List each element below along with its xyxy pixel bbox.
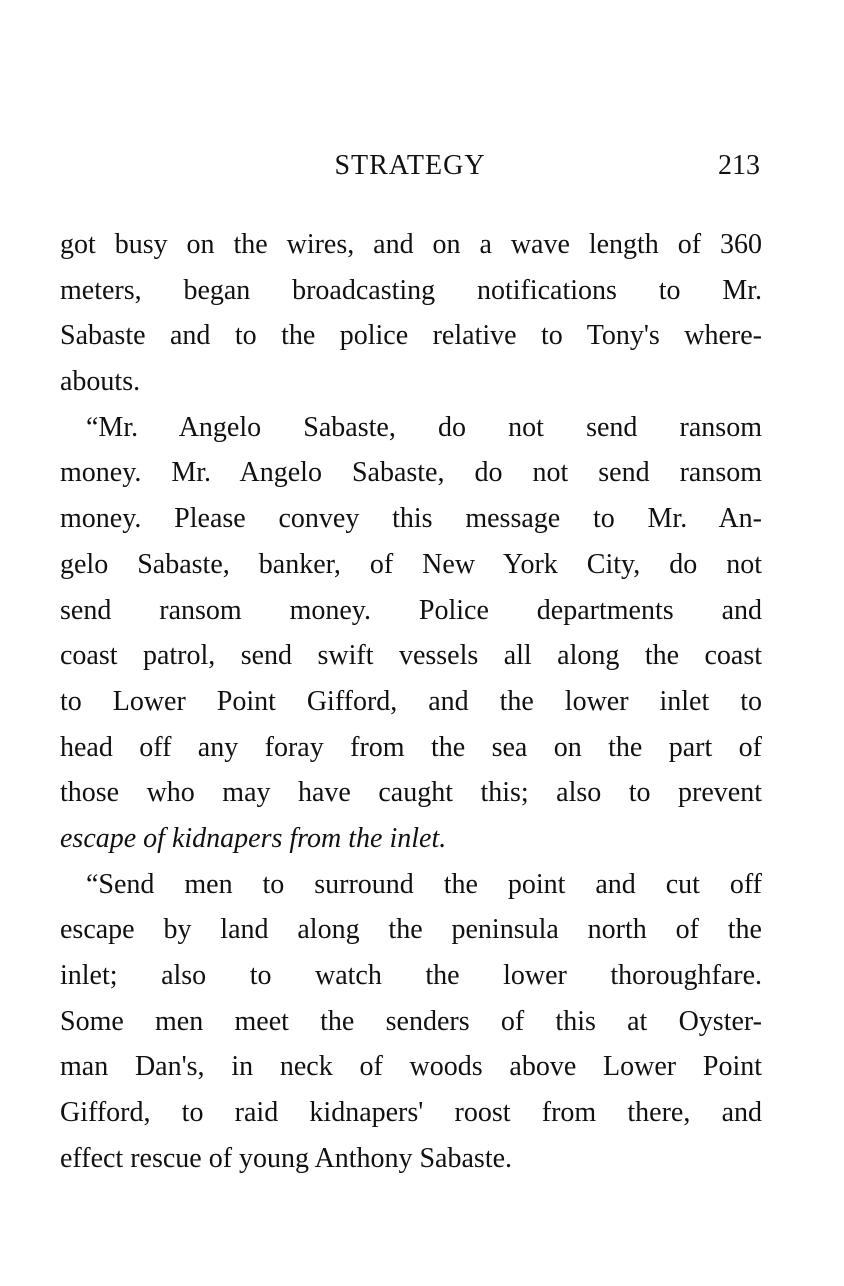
text-line: man Dan's, in neck of woods above Lower Point — [60, 1051, 762, 1083]
running-title: STRATEGY — [334, 150, 486, 181]
text-line: Gifford, to raid kidnapers' roost from there, and — [60, 1097, 762, 1129]
text-line: abouts. — [60, 366, 141, 398]
text-line: to Lower Point Gifford, and the lower inlet to — [60, 685, 762, 717]
text-line: meters, began broadcasting notifications to Mr. — [60, 274, 762, 306]
text-line: escape by land along the peninsula north of the — [60, 914, 762, 946]
text-line: send ransom money. Police departments and — [60, 594, 762, 626]
text-line: Sabaste and to the police relative to Tony's where- — [60, 320, 762, 352]
text-line: head off any foray from the sea on the part of — [60, 731, 762, 763]
text-line: coast patrol, send swift vessels all along the coast — [60, 640, 762, 672]
text-line: “Send men to surround the point and cut off — [86, 868, 762, 900]
text-line: Some men meet the senders of this at Oyster- — [60, 1005, 762, 1037]
text-line: escape of kidnapers from the inlet. — [60, 822, 447, 854]
text-line: effect rescue of young Anthony Sabaste. — [60, 1142, 513, 1174]
paragraph — [60, 405, 762, 862]
text-line: money. Mr. Angelo Sabaste, do not send ransom — [60, 457, 762, 489]
text-line: got busy on the wires, and on a wave length of 360 — [60, 229, 762, 260]
page-header — [60, 150, 760, 190]
paragraph — [60, 862, 762, 1182]
paragraph — [60, 222, 762, 405]
text-line: money. Please convey this message to Mr. An- — [60, 503, 762, 535]
text-line: gelo Sabaste, banker, of New York City, do not — [60, 548, 762, 580]
text-line: “Mr. Angelo Sabaste, do not send ransom — [86, 411, 762, 443]
body-text — [60, 222, 762, 1181]
text-line: inlet; also to watch the lower thoroughfare. — [60, 960, 762, 991]
text-line: those who may have caught this; also to prevent — [60, 777, 762, 809]
page-number: 213 — [718, 150, 760, 181]
